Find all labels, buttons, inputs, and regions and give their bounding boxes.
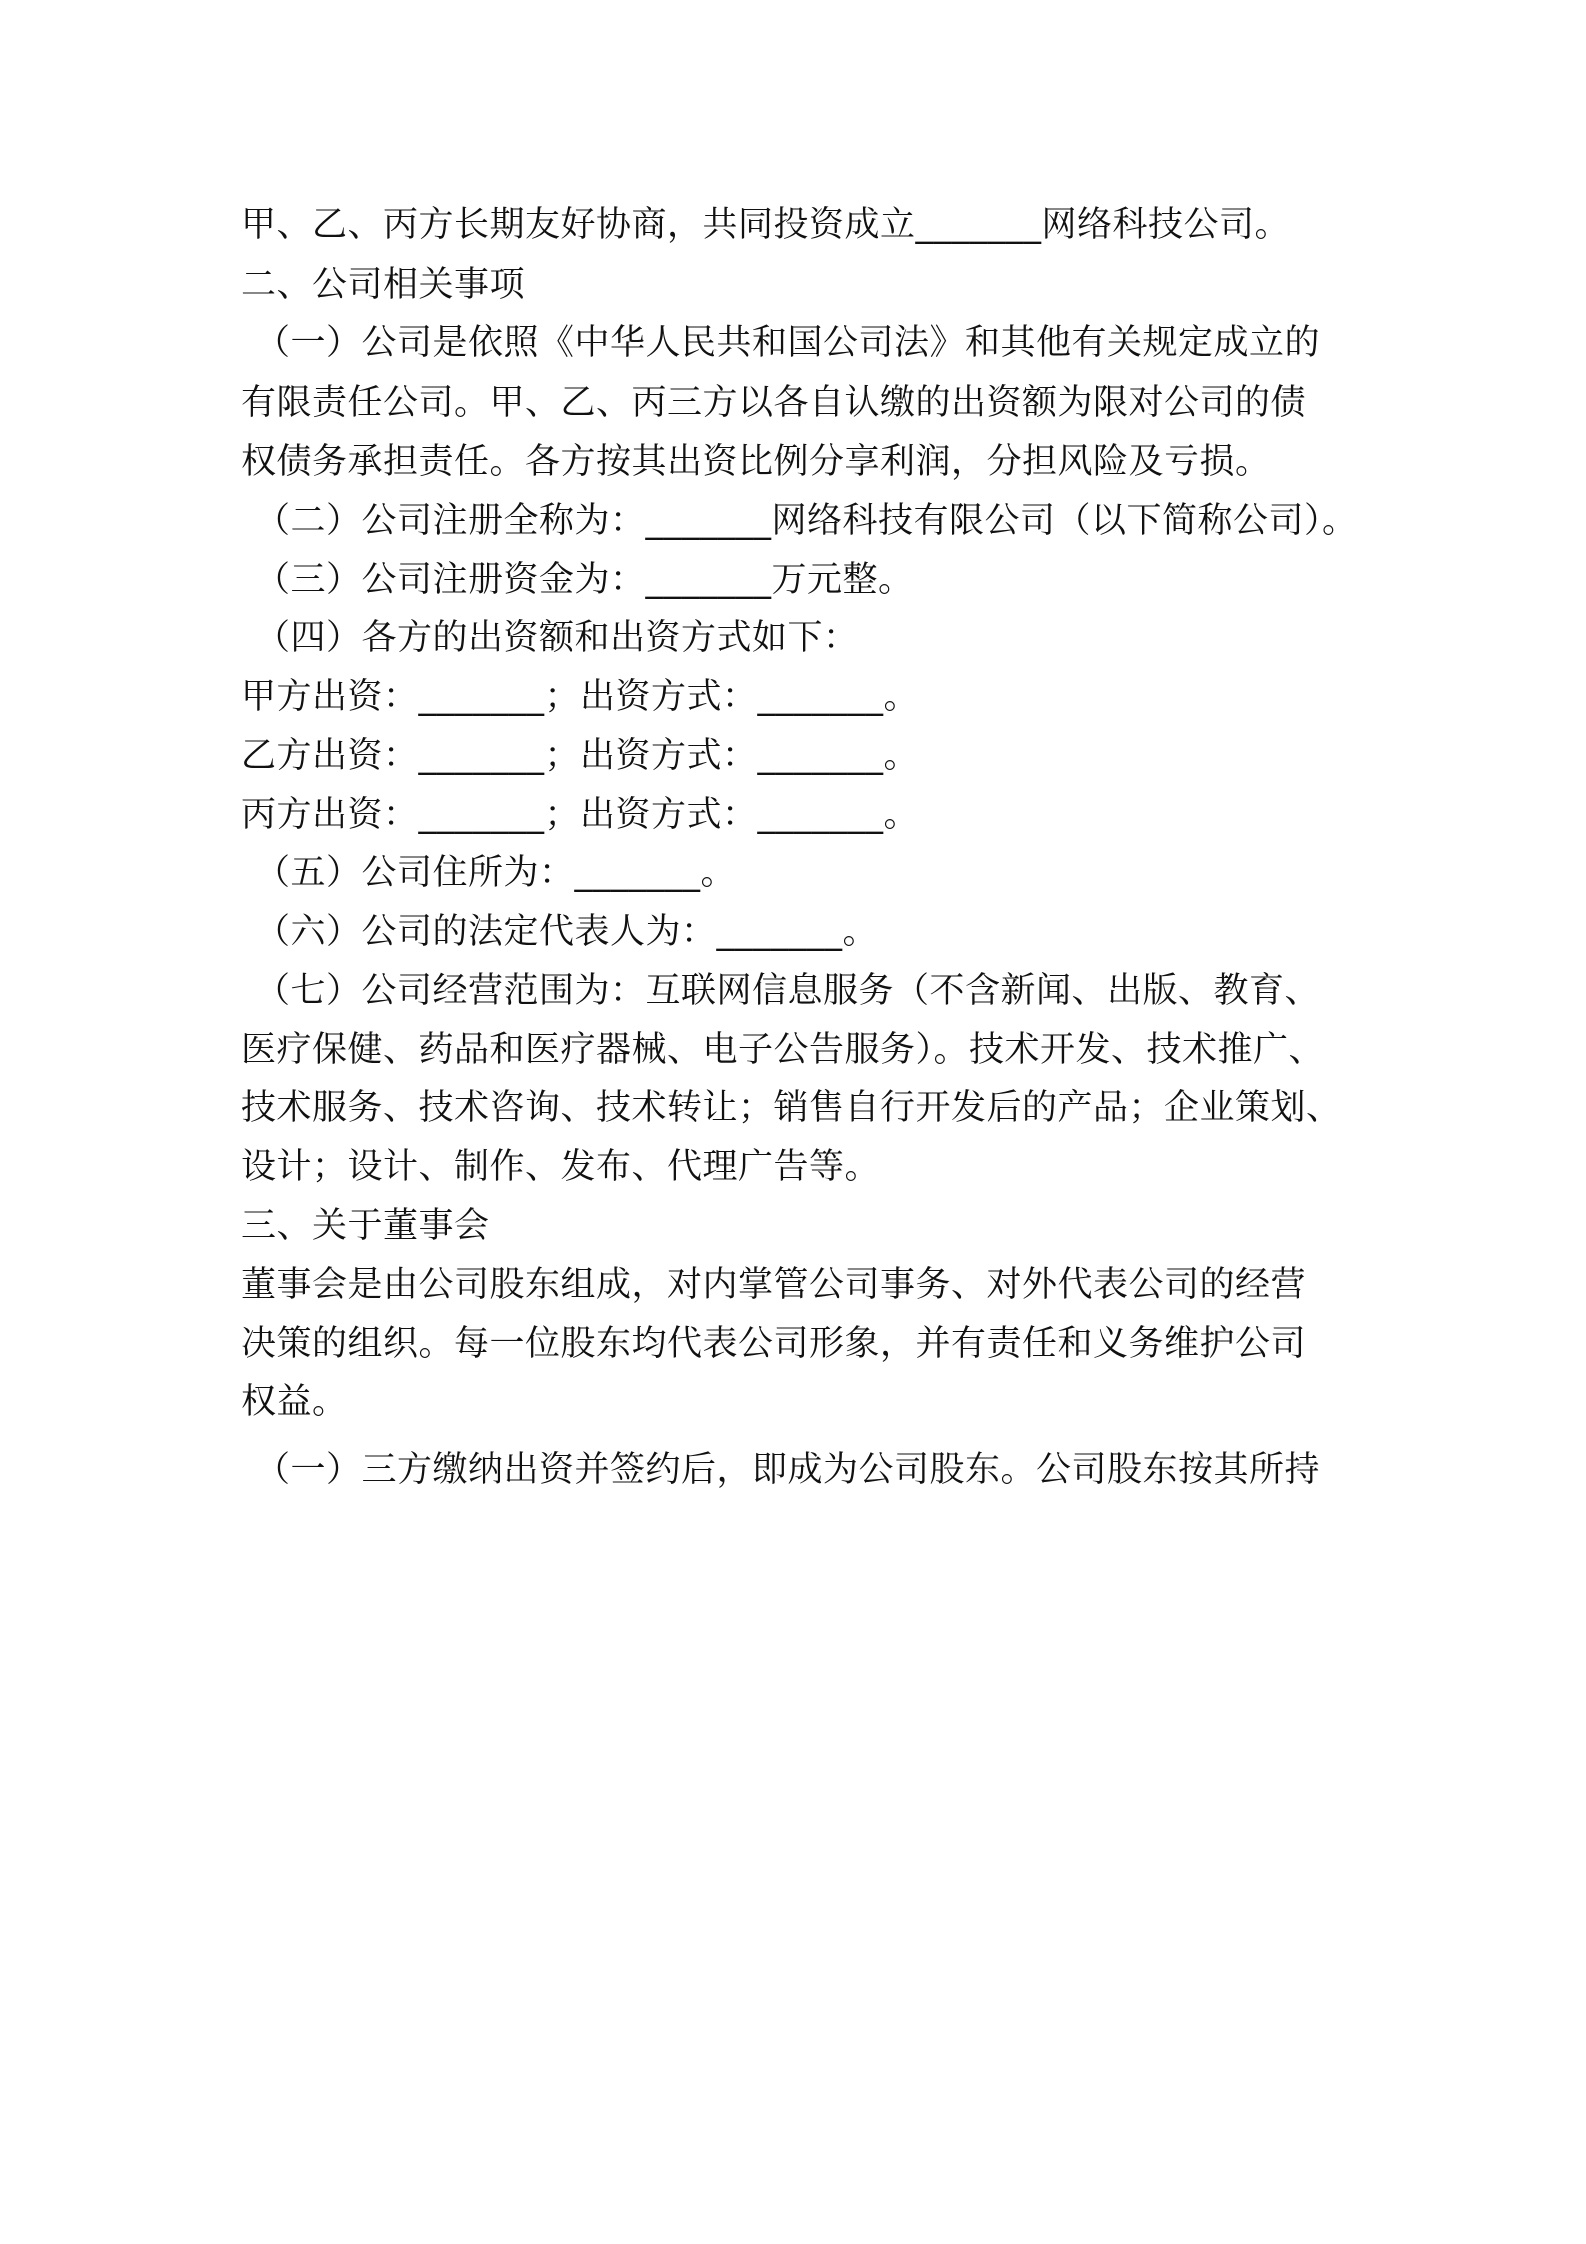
section-heading-company-matters: 二、公司相关事项 (241, 265, 526, 305)
text-line-clause-7-d: 设计；设计、制作、发布、代理广告等。 (241, 1147, 881, 1187)
text-line-clause-6: （六）公司的法定代表人为：_______。 (255, 912, 879, 952)
text-line-clause-1-b: 有限责任公司。甲、乙、丙三方以各自认缴的出资额为限对公司的债 (241, 383, 1307, 423)
text-line-board-b: 决策的组织。每一位股东均代表公司形象，并有责任和义务维护公司 (241, 1324, 1307, 1364)
text-line-board-clause-1: （一）三方缴纳出资并签约后，即成为公司股东。公司股东按其所持 (255, 1450, 1321, 1490)
text-line-board-a: 董事会是由公司股东组成，对内掌管公司事务、对外代表公司的经营 (241, 1265, 1307, 1305)
text-line-clause-5: （五）公司住所为：_______。 (255, 853, 737, 893)
text-line-clause-7-a: （七）公司经营范围为：互联网信息服务（不含新闻、出版、教育、 (255, 971, 1321, 1011)
text-line-founding: 甲、乙、丙方长期友好协商，共同投资成立_______网络科技公司。 (241, 205, 1291, 245)
text-line-clause-1-c: 权债务承担责任。各方按其出资比例分享利润，分担风险及亏损。 (241, 442, 1271, 482)
section-heading-board: 三、关于董事会 (241, 1206, 490, 1246)
text-line-board-c: 权益。 (241, 1382, 348, 1422)
text-line-clause-7-c: 技术服务、技术咨询、技术转让；销售自行开发后的产品；企业策划、 (241, 1088, 1342, 1128)
text-line-party-b-contribution: 乙方出资：_______；出资方式：_______。 (241, 736, 920, 776)
text-line-party-a-contribution: 甲方出资：_______；出资方式：_______。 (241, 677, 920, 717)
text-line-clause-4: （四）各方的出资额和出资方式如下： (255, 618, 859, 658)
text-line-party-c-contribution: 丙方出资：_______；出资方式：_______。 (241, 795, 920, 835)
text-line-clause-3: （三）公司注册资金为：_______万元整。 (255, 560, 914, 600)
text-line-clause-2: （二）公司注册全称为：_______网络科技有限公司（以下简称公司）。 (255, 501, 1358, 541)
text-line-clause-7-b: 医疗保健、药品和医疗器械、电子公告服务）。技术开发、技术推广、 (241, 1030, 1325, 1070)
text-line-clause-1-a: （一）公司是依照《中华人民共和国公司法》和其他有关规定成立的 (255, 323, 1321, 363)
